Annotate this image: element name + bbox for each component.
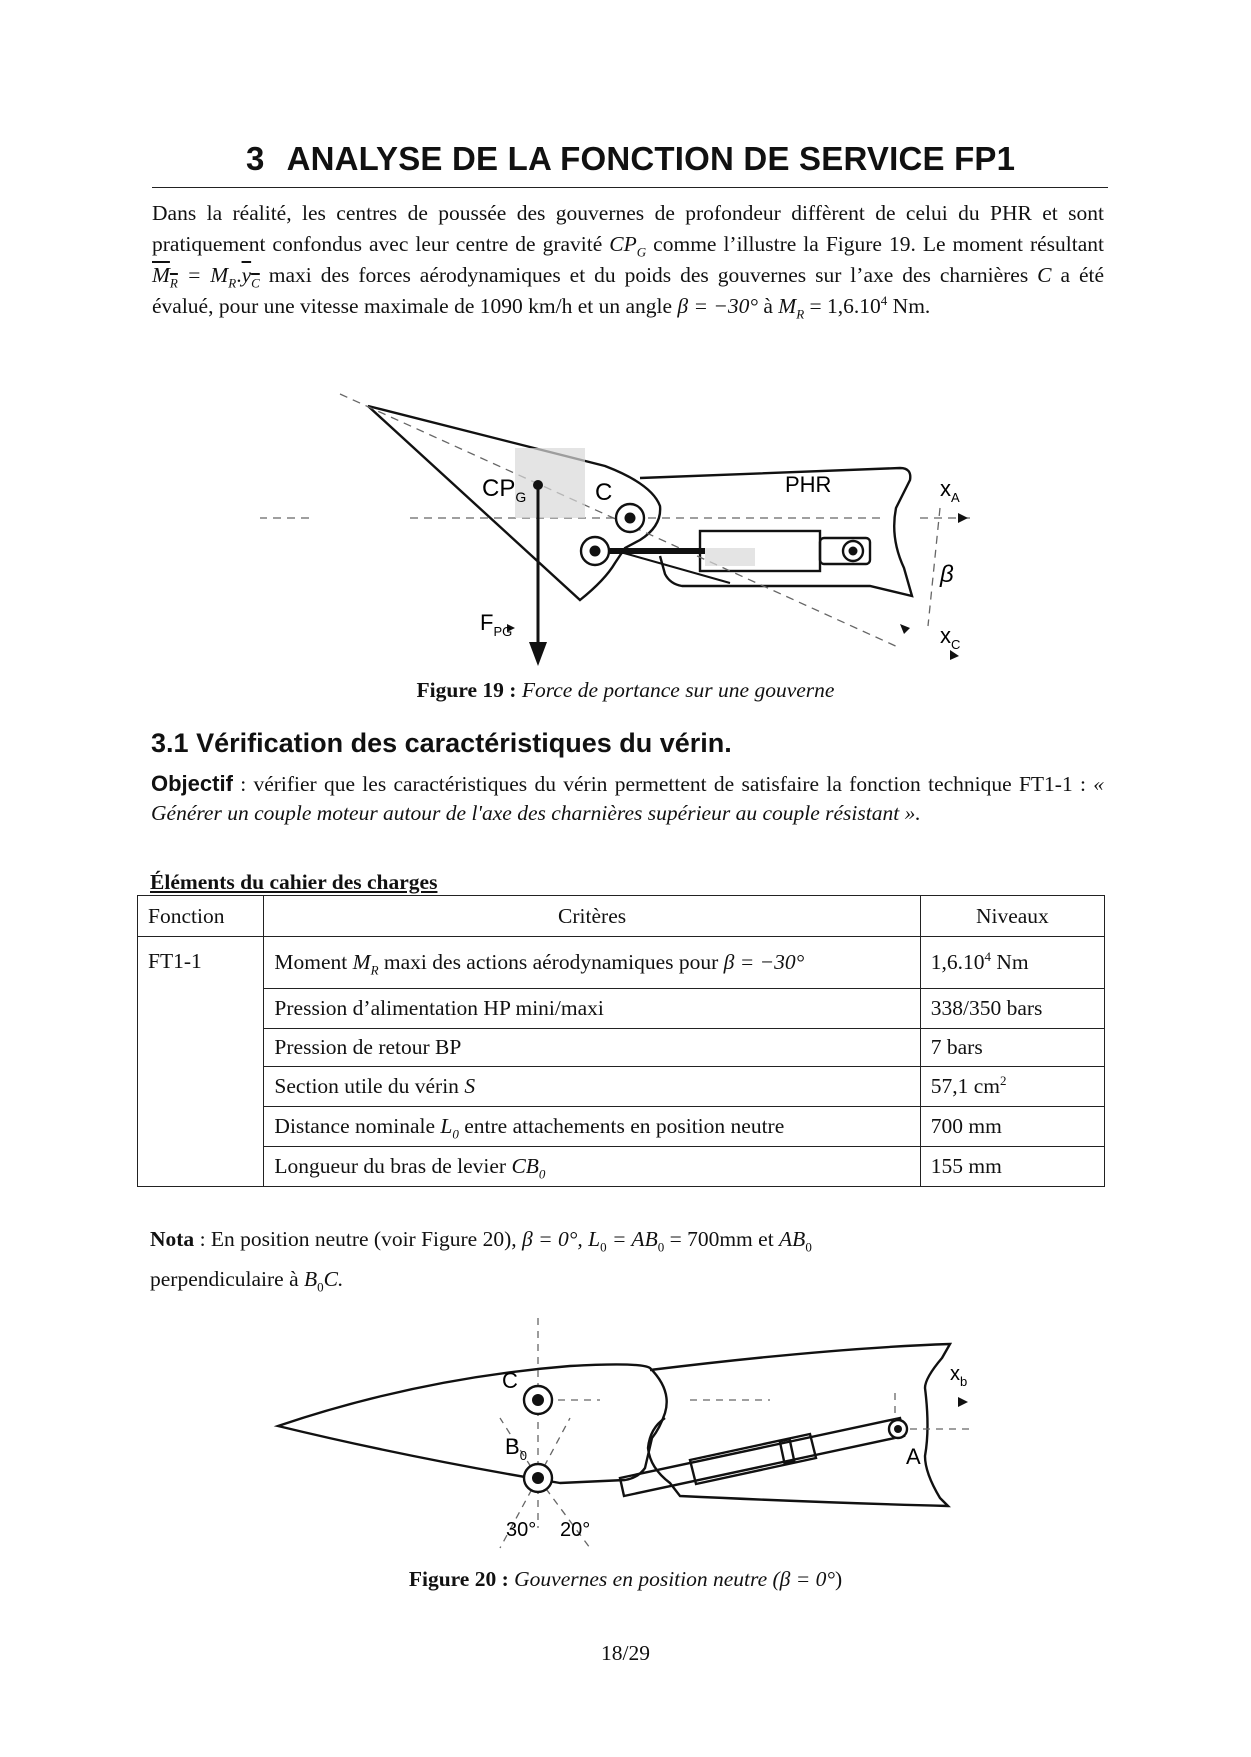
- force-arrow-head: [529, 642, 547, 666]
- label-phr: PHR: [785, 472, 832, 497]
- label-b0: $B_0$: [505, 1434, 527, 1463]
- mr-unit: Nm.: [892, 294, 931, 318]
- objectif-paragraph: [151, 769, 1104, 828]
- level-cell: 57,1 $cm^2$: [920, 1067, 1104, 1107]
- label-xb: $x_b$: [950, 1363, 968, 1389]
- nota-label: Nota: [150, 1227, 195, 1251]
- table-row: Pression de retour BP: [264, 1029, 920, 1067]
- level-cell: 7 bars: [920, 1029, 1104, 1067]
- section-heading: [246, 140, 1015, 178]
- section-title: ANALYSE DE LA FONCTION DE SERVICE FP1: [286, 140, 1016, 177]
- intro-text-1: Dans la réalité, les centres de poussée des gouvernes de profondeur diffèrent de celui du PHR et sont pratiquement confondus avec leur centre de gravité: [152, 201, 1104, 256]
- figure-19-diagram: [260, 388, 980, 678]
- cpg-symbol: $CP_G$: [609, 232, 647, 260]
- label-c: C: [595, 479, 613, 506]
- table-row: Moment $M_R$ maxi des actions aérodynamiques pour β = −30°: [264, 937, 920, 989]
- moment-equation: $M_R = M_R.y_C$: [152, 263, 260, 291]
- section-number: 3: [246, 140, 265, 177]
- level-cell: 1,6.10$^4$ Nm: [920, 937, 1104, 989]
- figure-20-caption: Figure 20 : Gouvernes en position neutre (β = 0°): [408, 1567, 843, 1591]
- objectif-label: Objectif: [151, 771, 233, 796]
- subsection-heading: 3.1 Vérification des caractéristiques du vérin.: [151, 728, 732, 758]
- beta-value: β = −30°: [677, 294, 758, 318]
- figure-19-caption: Figure 19 : Force de portance sur une gouverne: [416, 678, 835, 702]
- label-a: A: [906, 1444, 921, 1469]
- objectif-text: : vérifier que les caractéristiques du vérin permettent de satisfaire la fonction technique FT1-1 :: [240, 772, 1086, 796]
- label-30deg: 30°: [506, 1519, 537, 1541]
- label-fpg: $F_{PG}$: [480, 610, 513, 639]
- page-number: 18/29: [601, 1641, 650, 1665]
- col-criteres: Critères: [264, 896, 920, 937]
- objectif-quote: « Générer un couple moteur autour de l'axe des charnières supérieur au couple résistant ».: [151, 772, 1104, 825]
- col-niveaux: Niveaux: [920, 896, 1104, 937]
- intro-text-1b: comme l’illustre la Figure 19.: [653, 232, 916, 256]
- elements-title: Éléments du cahier des charges: [150, 870, 438, 894]
- mr-value: $M_R = 1,6.10^4$: [778, 292, 888, 322]
- figure-20-diagram: [270, 1318, 990, 1558]
- level-cell: 338/350 bars: [920, 989, 1104, 1029]
- table-row: Distance nominale $L_0$ entre attachements en position neutre: [264, 1107, 920, 1147]
- c-symbol: C: [1037, 263, 1052, 287]
- level-cell: 155 mm: [920, 1147, 1104, 1187]
- intro-a: à: [763, 294, 773, 318]
- intro-text-2a: Le moment résultant: [922, 232, 1104, 256]
- gouverne-outline: [368, 406, 660, 600]
- cahier-des-charges-table: [137, 895, 1105, 1187]
- intro-text-2b: maxi des forces aérodynamiques et du poids des gouvernes sur l’axe des charnières: [268, 263, 1029, 287]
- actuator-rod: [620, 1418, 904, 1496]
- level-cell: 700 mm: [920, 1107, 1104, 1147]
- fonction-cell: FT1-1: [138, 937, 264, 1187]
- label-cpg: $CP_G$: [482, 475, 527, 505]
- heading-rule: [152, 187, 1108, 188]
- table-row: Section utile du vérin S: [264, 1067, 920, 1107]
- col-fonction: Fonction: [138, 896, 264, 937]
- table-row: Longueur du bras de levier $CB_0$: [264, 1147, 920, 1187]
- label-beta: β: [940, 561, 954, 588]
- intro-paragraph: [152, 198, 1104, 322]
- label-xc: $x_C$: [940, 623, 961, 652]
- label-20deg: 20°: [560, 1519, 591, 1541]
- label-c-2: C: [502, 1368, 518, 1393]
- intro-text-2c: a été évalué, pour une vitesse maximale de 1090 km/h et un angle: [152, 263, 1105, 318]
- label-xa: $x_A$: [940, 476, 960, 505]
- nota-paragraph: Nota : En position neutre (voir Figure 20), β = 0°, $L_0 = AB_0 = 700mm$ et $AB_0$ perpendiculaire à $B_0C$.: [150, 1227, 812, 1295]
- table-row: Pression d’alimentation HP mini/maxi: [264, 989, 920, 1029]
- gouverne-outline-2: [278, 1364, 667, 1483]
